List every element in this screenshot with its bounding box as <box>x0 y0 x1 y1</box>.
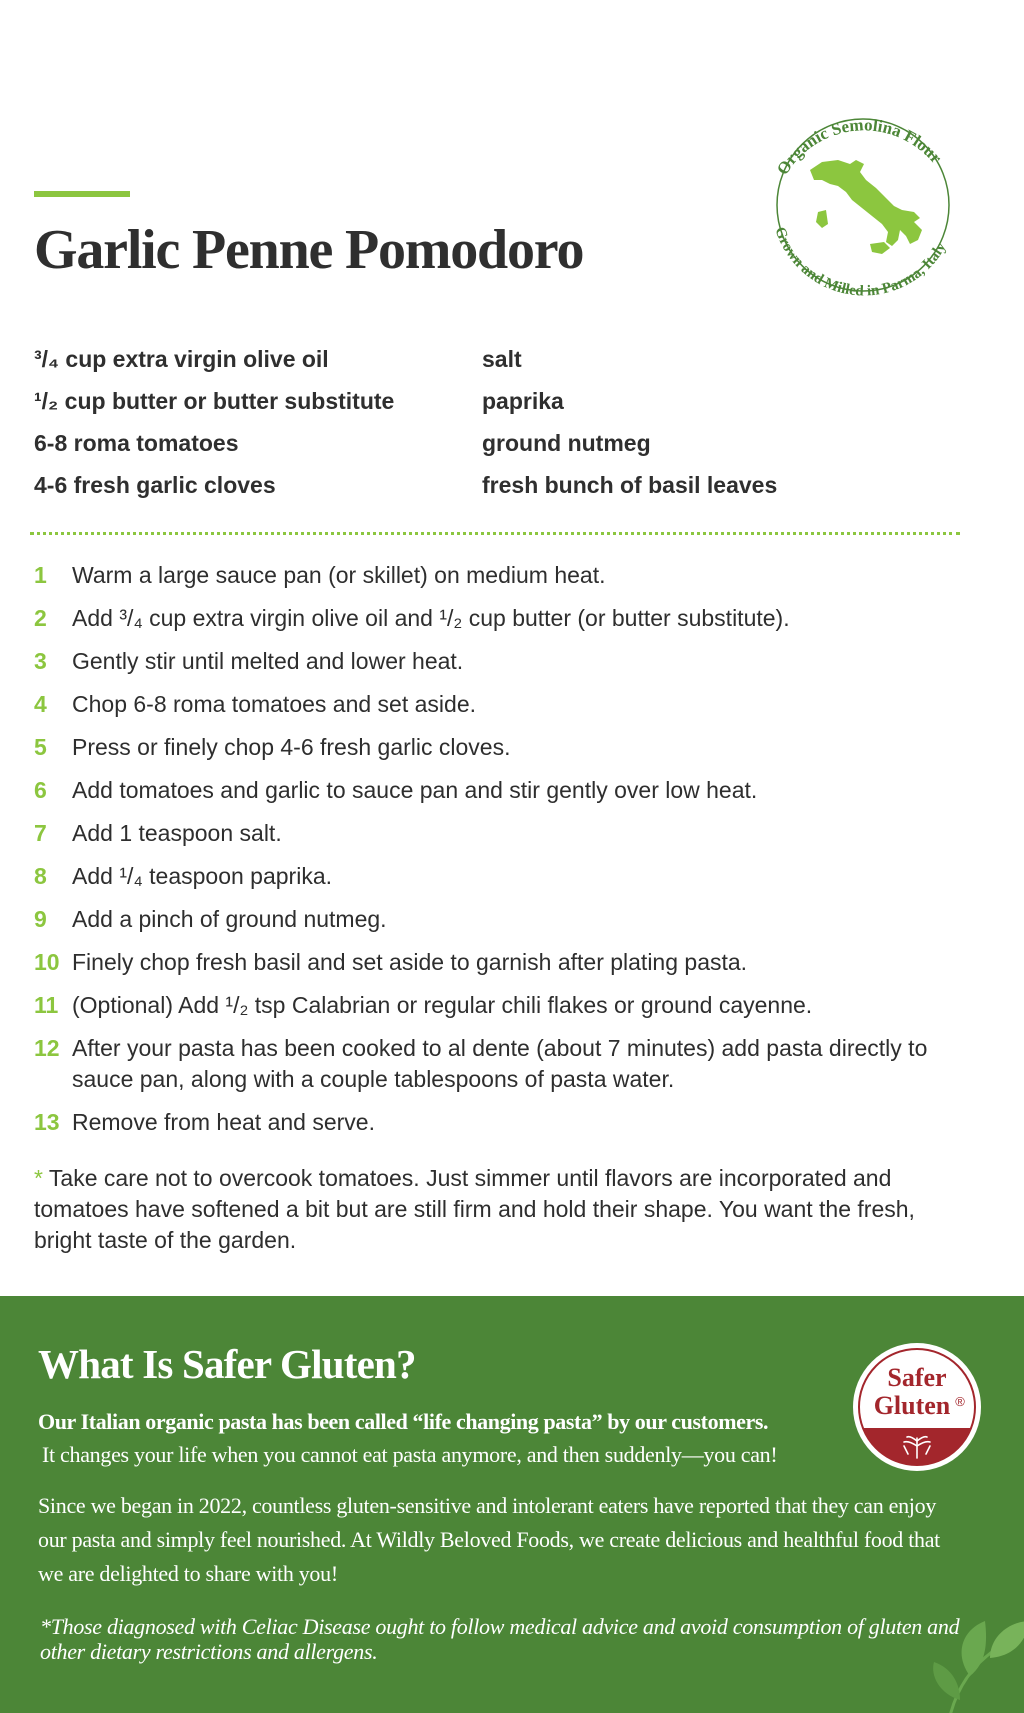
instruction-step <box>34 1107 984 1138</box>
badge-bottom-text: Grown and Milled in Parma, Italy <box>771 225 950 300</box>
step-text: Finely chop fresh basil and set aside to garnish after plating pasta. <box>72 949 748 975</box>
step-text: Add 1 teaspoon salt. <box>72 820 282 846</box>
step-number: 5 <box>34 734 47 760</box>
ingredient-item: fresh bunch of basil leaves <box>482 472 778 498</box>
step-text: (Optional) Add ¹/₂ tsp Calabrian or regular chili flakes or ground cayenne. <box>72 992 813 1018</box>
ingredient-item: ¹/₂ cup butter or butter substitute <box>34 388 395 414</box>
ingredient-item: 6-8 roma tomatoes <box>34 430 239 456</box>
safer-gluten-body: Since we began in 2022, countless gluten-sensitive and intolerant eaters have reported that they can enjoy our pasta and simply feel nourished. At Wildly Beloved Foods, we create delicious and healthful food that we are delighted to share with you! <box>38 1493 940 1586</box>
badge-safer-text: Safer <box>887 1363 947 1392</box>
step-number: 10 <box>34 949 60 975</box>
italy-map-icon <box>810 160 922 246</box>
instruction-step <box>34 689 984 720</box>
organic-semolina-badge <box>752 94 974 316</box>
title-accent-rule <box>34 191 130 197</box>
instruction-step <box>34 861 984 892</box>
safer-gluten-logo <box>852 1342 982 1472</box>
step-number: 3 <box>34 648 47 674</box>
step-number: 7 <box>34 820 47 846</box>
step-number: 8 <box>34 863 47 889</box>
note-asterisk: * <box>34 1165 43 1191</box>
cooking-note <box>34 1163 964 1256</box>
badge-gluten-text: Gluten <box>873 1391 951 1420</box>
step-number: 9 <box>34 906 47 932</box>
basil-leaf-decoration <box>930 1596 1024 1713</box>
instruction-step <box>34 904 984 935</box>
recipe-title: Garlic Penne Pomodoro <box>34 219 584 281</box>
dotted-divider <box>30 532 960 535</box>
instructions-list <box>34 560 984 1150</box>
step-text: Add ¹/₄ teaspoon paprika. <box>72 863 332 889</box>
ingredient-item: ground nutmeg <box>482 430 651 456</box>
step-text: Remove from heat and serve. <box>72 1109 375 1135</box>
instruction-step <box>34 818 984 849</box>
ingredients-column-right <box>482 338 777 506</box>
safer-gluten-subline: It changes your life when you cannot eat pasta anymore, and then suddenly—you can! <box>42 1442 778 1467</box>
instruction-step <box>34 1033 984 1095</box>
ingredient-item: salt <box>482 346 522 372</box>
instruction-step <box>34 603 984 634</box>
instruction-step <box>34 775 984 806</box>
instruction-step <box>34 990 984 1021</box>
step-text: Add a pinch of ground nutmeg. <box>72 906 387 932</box>
safer-gluten-panel <box>0 1296 1024 1713</box>
step-number: 13 <box>34 1109 60 1135</box>
ingredient-item: 4-6 fresh garlic cloves <box>34 472 276 498</box>
step-number: 2 <box>34 605 47 631</box>
instruction-step <box>34 646 984 677</box>
ingredients-column-left <box>34 338 394 506</box>
step-number: 6 <box>34 777 47 803</box>
step-text: Press or finely chop 4-6 fresh garlic cloves. <box>72 734 511 760</box>
instruction-step <box>34 732 984 763</box>
instruction-step <box>34 947 984 978</box>
svg-text:Grown and Milled in Parma, Ita <box>771 225 949 300</box>
note-text: Take care not to overcook tomatoes. Just simmer until flavors are incorporated and tomatoes have softened a bit but are still firm and hold their shape. You want the fresh, bright taste of the garden. <box>34 1165 915 1253</box>
step-number: 12 <box>34 1035 60 1061</box>
ingredient-item: ³/₄ cup extra virgin olive oil <box>34 346 329 372</box>
badge-top-text: Organic Semolina Flour <box>772 115 946 179</box>
step-text: Gently stir until melted and lower heat. <box>72 648 464 674</box>
ingredient-item: paprika <box>482 388 564 414</box>
step-text: Add ³/₄ cup extra virgin olive oil and ¹/₂ cup butter (or butter substitute). <box>72 605 790 631</box>
safer-gluten-heading: What Is Safer Gluten? <box>38 1341 416 1387</box>
step-text: Chop 6-8 roma tomatoes and set aside. <box>72 691 477 717</box>
step-number: 11 <box>34 992 59 1018</box>
step-text: After your pasta has been cooked to al dente (about 7 minutes) add pasta directly to sauce pan, along with a couple tablespoons of pasta water. <box>72 1035 928 1092</box>
celiac-disclaimer: *Those diagnosed with Celiac Disease ought to follow medical advice and avoid consumption of gluten and other dietary restrictions and allergens. <box>40 1614 960 1664</box>
step-number: 1 <box>34 562 47 588</box>
step-number: 4 <box>34 691 47 717</box>
registered-mark: ® <box>955 1394 965 1409</box>
step-text: Warm a large sauce pan (or skillet) on medium heat. <box>72 562 606 588</box>
step-text: Add tomatoes and garlic to sauce pan and stir gently over low heat. <box>72 777 758 803</box>
safer-gluten-lead: Our Italian organic pasta has been called “life changing pasta” by our customers. <box>38 1409 769 1434</box>
instruction-step <box>34 560 984 591</box>
